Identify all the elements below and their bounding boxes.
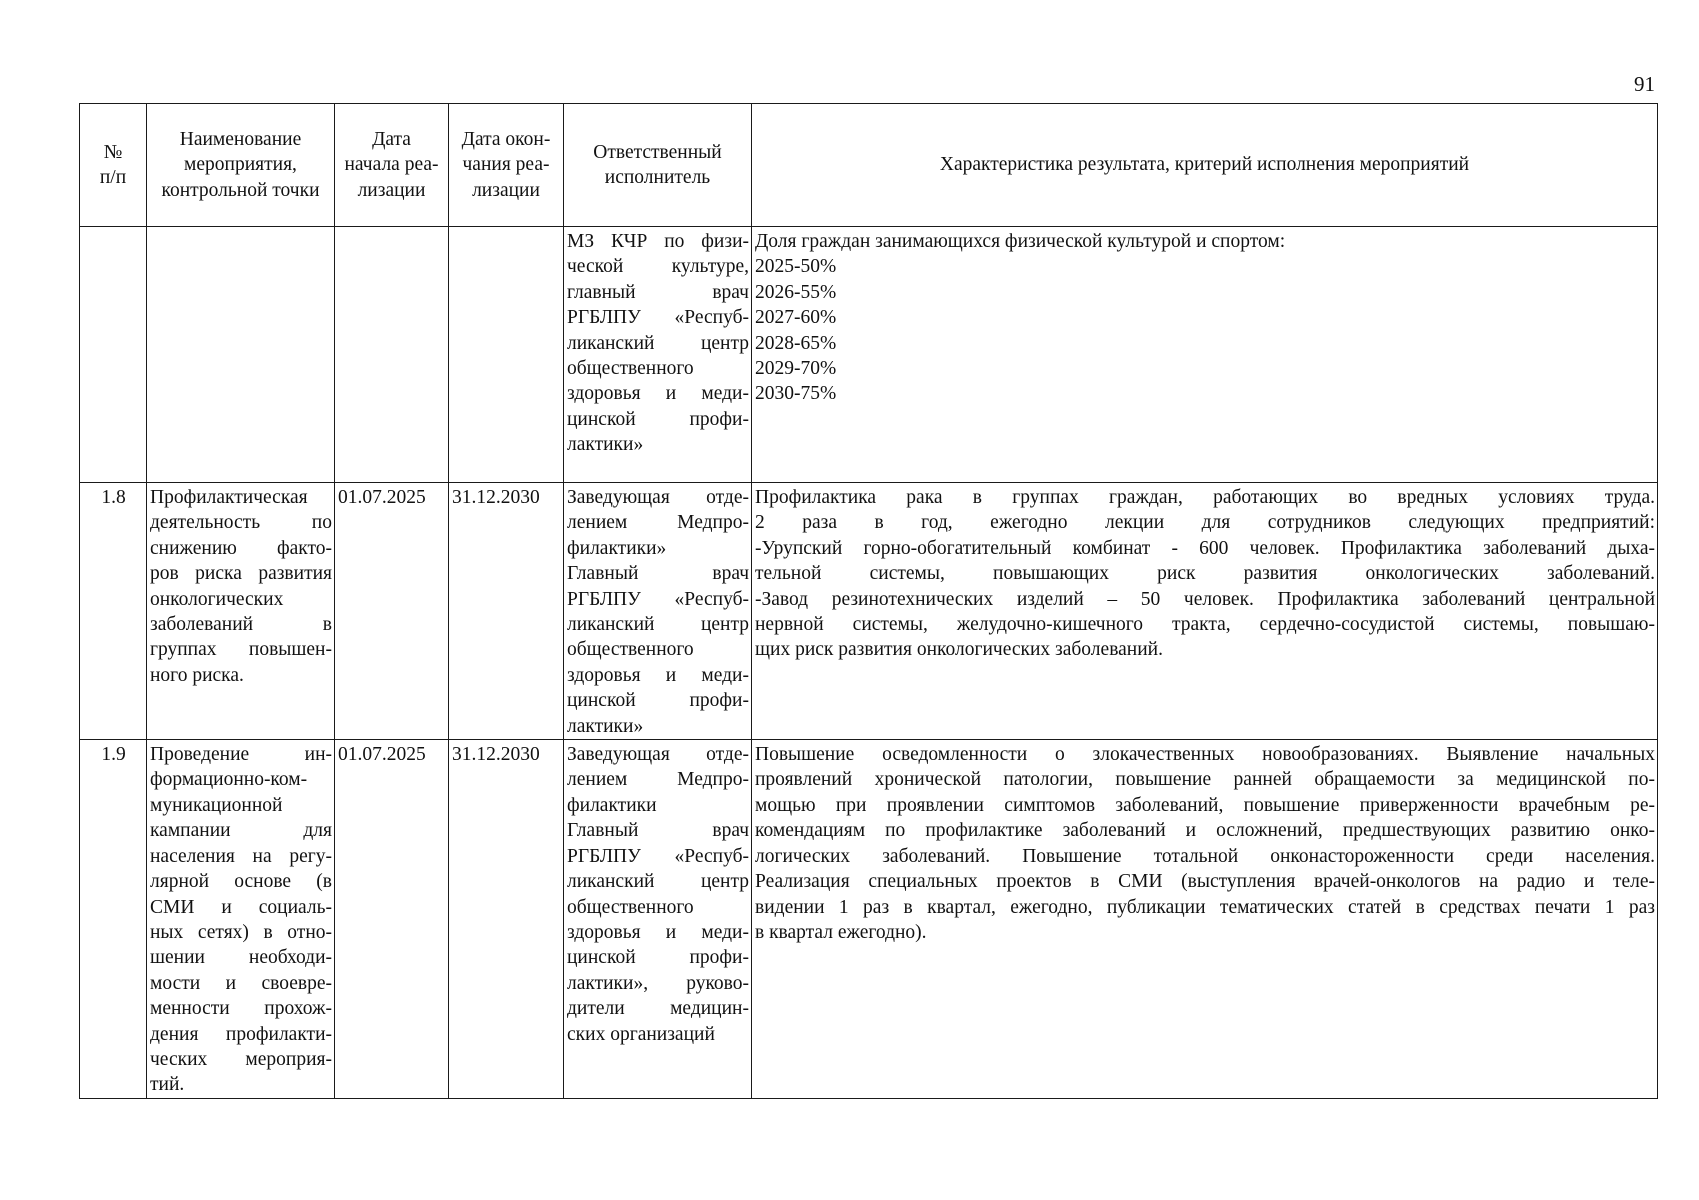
cell-executor bbox=[564, 740, 752, 1099]
cell-result bbox=[752, 227, 1658, 483]
text-line: ческих мероприя- bbox=[150, 1048, 332, 1070]
text-line: щих риск развития онкологических заболеваний. bbox=[755, 639, 1163, 661]
text-line: дители медицин- bbox=[567, 998, 749, 1020]
text-line: начала реа- bbox=[344, 154, 439, 176]
text-line: МЗ КЧР по физи- bbox=[567, 231, 749, 252]
text-line: -Завод резинотехнических изделий – 50 человек. Профилактика заболеваний центральной bbox=[755, 588, 1655, 610]
text-line: Дата bbox=[372, 128, 411, 150]
text-line: лярной основе (в bbox=[150, 871, 332, 893]
cell-result bbox=[752, 740, 1658, 1099]
text-line: здоровья и меди- bbox=[567, 383, 749, 405]
cell-num: 1.9 bbox=[80, 740, 147, 1099]
text-line: здоровья и меди- bbox=[567, 921, 749, 943]
text-line: цинской профи- bbox=[567, 690, 749, 712]
text-line: лактики» bbox=[567, 715, 644, 737]
cell-num bbox=[80, 227, 147, 483]
text-line: Заведующая отде- bbox=[567, 487, 749, 508]
text-line: ских организаций bbox=[567, 1023, 715, 1045]
text-line: населения на регу- bbox=[150, 845, 332, 867]
table-row bbox=[80, 740, 1658, 1099]
cell-start-date bbox=[335, 227, 449, 483]
text-line: 2030-75% bbox=[755, 383, 837, 405]
text-line: ческой культуре, bbox=[567, 256, 749, 278]
measures-table bbox=[79, 103, 1658, 1099]
cell-result bbox=[752, 483, 1658, 740]
text-line: 2 раза в год, ежегодно лекции для сотрудников следующих предприятий: bbox=[755, 512, 1655, 534]
text-line: РГБЛПУ «Респуб- bbox=[567, 588, 749, 610]
text-line: 2028-65% bbox=[755, 332, 837, 354]
text-line: менности прохож- bbox=[150, 998, 332, 1020]
text-line: мощью при проявлении симптомов заболеваний, повышение приверженности врачебным ре- bbox=[755, 794, 1655, 816]
text-line: Проведение ин- bbox=[150, 744, 332, 766]
text-line: нервной системы, желудочно-кишечного тракта, сердечно-сосудистой системы, повышаю- bbox=[755, 614, 1655, 636]
cell-num: 1.8 bbox=[80, 483, 147, 740]
header-start-date bbox=[335, 104, 449, 227]
text-line: цинской профи- bbox=[567, 947, 749, 969]
text-line: 2027-60% bbox=[755, 307, 837, 329]
text-line: лизации bbox=[472, 179, 540, 201]
text-line: 2025-50% bbox=[755, 256, 837, 278]
text-line: исполнитель bbox=[604, 167, 711, 188]
text-line: проявлений хронической патологии, повышение ранней обращаемости за медицинской по- bbox=[755, 769, 1655, 791]
text-line: ликанский центр bbox=[567, 871, 749, 893]
text-line: тельной системы, повышающих риск развития онкологических заболеваний. bbox=[755, 563, 1655, 585]
text-line: п/п bbox=[99, 167, 127, 188]
text-line: формационно-ком- bbox=[150, 769, 308, 791]
text-line: Дата окон- bbox=[461, 128, 551, 150]
text-line: деятельность по bbox=[150, 512, 332, 534]
text-line: Ответственный bbox=[593, 141, 722, 163]
cell-name bbox=[147, 227, 335, 483]
text-line: комендациям по профилактике заболеваний и осложнений, предшествующих развитию онко- bbox=[755, 820, 1655, 842]
text-line: СМИ и социаль- bbox=[150, 896, 332, 918]
text-line: логических заболеваний. Повышение тотальной онконастороженности среди населения. bbox=[755, 845, 1655, 867]
cell-name bbox=[147, 483, 335, 740]
table-row bbox=[80, 227, 1658, 483]
cell-end-date: 31.12.2030 bbox=[449, 740, 564, 1099]
text-line: в квартал ежегодно). bbox=[755, 921, 927, 943]
text-line: Характеристика результата, критерий исполнения мероприятий bbox=[939, 154, 1470, 176]
text-line: Наименование bbox=[179, 128, 302, 150]
text-line: лактики» bbox=[567, 434, 644, 456]
text-line: контрольной точки bbox=[161, 179, 320, 201]
text-line: РГБЛПУ «Респуб- bbox=[567, 307, 749, 329]
text-line: -Урупский горно-обогатительный комбинат - 600 человек. Профилактика заболеваний дыха- bbox=[755, 537, 1655, 559]
text-line: Реализация специальных проектов в СМИ (выступления врачей-онкологов на радио и теле- bbox=[755, 871, 1655, 893]
table-header-row bbox=[80, 104, 1658, 227]
header-num bbox=[80, 104, 147, 227]
cell-end-date bbox=[449, 227, 564, 483]
text-line: ных сетях) в отно- bbox=[150, 921, 332, 943]
text-line: тий. bbox=[150, 1074, 185, 1096]
cell-start-date: 01.07.2025 bbox=[335, 483, 449, 740]
text-line: Главный врач bbox=[567, 563, 749, 585]
text-line: Заведующая отде- bbox=[567, 744, 749, 766]
table-row bbox=[80, 483, 1658, 740]
text-line: Профилактика рака в группах граждан, работающих во вредных условиях труда. bbox=[755, 487, 1655, 508]
text-line: группах повышен- bbox=[150, 639, 332, 661]
header-executor bbox=[564, 104, 752, 227]
text-line: Доля граждан занимающихся физической культурой и спортом: bbox=[755, 231, 1286, 252]
page-number: 91 bbox=[1634, 72, 1655, 96]
text-line: ликанский центр bbox=[567, 332, 749, 354]
text-line: Главный врач bbox=[567, 820, 749, 842]
text-line: общественного bbox=[567, 896, 694, 918]
text-line: лизации bbox=[357, 179, 426, 201]
text-line: филактики bbox=[567, 794, 657, 816]
text-line: № bbox=[103, 141, 123, 163]
text-line: заболеваний в bbox=[150, 614, 332, 636]
cell-executor bbox=[564, 483, 752, 740]
text-line: шении необходи- bbox=[150, 947, 332, 969]
text-line: кампании для bbox=[150, 820, 332, 842]
text-line: мероприятия, bbox=[184, 154, 297, 176]
text-line: 2026-55% bbox=[755, 281, 837, 303]
text-line: общественного bbox=[567, 639, 694, 661]
text-line: 2029-70% bbox=[755, 358, 837, 380]
header-result bbox=[752, 104, 1658, 227]
text-line: онкологических bbox=[150, 588, 284, 610]
text-line: ров риска развития bbox=[150, 563, 332, 585]
text-line: РГБЛПУ «Респуб- bbox=[567, 845, 749, 867]
text-line: муникационной bbox=[150, 794, 283, 816]
text-line: ликанский центр bbox=[567, 614, 749, 636]
header-name bbox=[147, 104, 335, 227]
text-line: лением Медпро- bbox=[567, 769, 749, 791]
cell-executor bbox=[564, 227, 752, 483]
text-line: лактики», руково- bbox=[567, 972, 749, 994]
text-line: Профилактическая bbox=[150, 487, 308, 508]
text-line: чания реа- bbox=[462, 154, 550, 176]
text-line: видении 1 раз в квартал, ежегодно, публикации тематических статей в средствах печати 1 раз bbox=[755, 896, 1655, 918]
text-line: общественного bbox=[567, 358, 694, 380]
text-line: филактики» bbox=[567, 537, 667, 559]
header-end-date bbox=[449, 104, 564, 227]
text-line: ного риска. bbox=[150, 664, 244, 686]
cell-end-date: 31.12.2030 bbox=[449, 483, 564, 740]
text-line: цинской профи- bbox=[567, 408, 749, 430]
text-line: Повышение осведомленности о злокачественных новообразованиях. Выявление начальных bbox=[755, 744, 1655, 766]
text-line: дения профилакти- bbox=[150, 1023, 332, 1045]
text-line: главный врач bbox=[567, 281, 749, 303]
cell-name bbox=[147, 740, 335, 1099]
text-line: лением Медпро- bbox=[567, 512, 749, 534]
text-line: мости и своевре- bbox=[150, 972, 332, 994]
text-line: снижению факто- bbox=[150, 537, 332, 559]
text-line: здоровья и меди- bbox=[567, 664, 749, 686]
cell-start-date: 01.07.2025 bbox=[335, 740, 449, 1099]
